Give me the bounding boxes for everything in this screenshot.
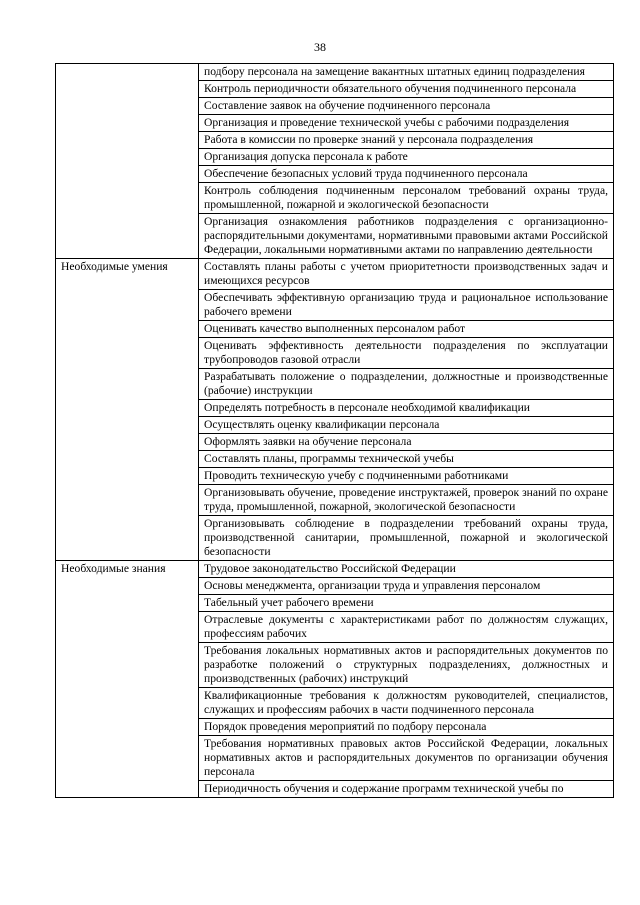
page-number: 38 xyxy=(314,40,326,54)
requirement-item: Составлять планы работы с учетом приоритетности производственных задач и имеющихся ресурсов xyxy=(199,259,614,290)
requirement-item: Составление заявок на обучение подчиненного персонала xyxy=(199,98,614,115)
requirement-item: Оформлять заявки на обучение персонала xyxy=(199,434,614,451)
requirement-item: Организация допуска персонала к работе xyxy=(199,149,614,166)
requirement-item: Организовывать соблюдение в подразделении требований охраны труда, производственной санитарии, промышленной, пожарной и экологической безопасности xyxy=(199,516,614,561)
requirement-item: Отраслевые документы с характеристиками работ по должностям служащих, профессиям рабочих xyxy=(199,612,614,643)
requirement-item: Контроль соблюдения подчиненным персоналом требований охраны труда, промышленной, пожарной и экологической безопасности xyxy=(199,183,614,214)
requirement-item: Обеспечение безопасных условий труда подчиненного персонала xyxy=(199,166,614,183)
requirement-item: Проводить техническую учебу с подчиненными работниками xyxy=(199,468,614,485)
requirement-item: Контроль периодичности обязательного обучения подчиненного персонала xyxy=(199,81,614,98)
section-label xyxy=(56,64,199,259)
requirement-item: Требования нормативных правовых актов Российской Федерации, локальных нормативных актов и распорядительных документов по организации обучения персонала xyxy=(199,736,614,781)
section-label: Необходимые умения xyxy=(56,259,199,561)
requirement-item: Табельный учет рабочего времени xyxy=(199,595,614,612)
requirement-item: Работа в комиссии по проверке знаний у персонала подразделения xyxy=(199,132,614,149)
requirement-item: Квалификационные требования к должностям руководителей, специалистов, служащих и профессиям рабочих в части подчиненного персонала xyxy=(199,688,614,719)
table-row xyxy=(56,259,614,290)
table-row xyxy=(56,64,614,81)
requirement-item: Оценивать качество выполненных персоналом работ xyxy=(199,321,614,338)
table-row xyxy=(56,561,614,578)
requirement-item: Разрабатывать положение о подразделении, должностные и производственные (рабочие) инструкции xyxy=(199,369,614,400)
requirement-item: Осуществлять оценку квалификации персонала xyxy=(199,417,614,434)
requirement-item: Организация ознакомления работников подразделения с организационно-распорядительными документами, нормативными правовыми актами Российской Федерации, локальными нормативными актами по направлению деятельности xyxy=(199,214,614,259)
requirement-item: Оценивать эффективность деятельности подразделения по эксплуатации трубопроводов газовой отрасли xyxy=(199,338,614,369)
requirement-item: Периодичность обучения и содержание программ технической учебы по xyxy=(199,781,614,798)
requirement-item: Основы менеджмента, организации труда и управления персоналом xyxy=(199,578,614,595)
requirement-item: Порядок проведения мероприятий по подбору персонала xyxy=(199,719,614,736)
requirement-item: Составлять планы, программы технической учебы xyxy=(199,451,614,468)
requirements-table xyxy=(55,63,614,798)
requirement-item: Обеспечивать эффективную организацию труда и рациональное использование рабочего времени xyxy=(199,290,614,321)
requirement-item: Трудовое законодательство Российской Федерации xyxy=(199,561,614,578)
requirement-item: подбору персонала на замещение вакантных штатных единиц подразделения xyxy=(199,64,614,81)
section-label: Необходимые знания xyxy=(56,561,199,798)
requirement-item: Определять потребность в персонале необходимой квалификации xyxy=(199,400,614,417)
requirement-item: Организация и проведение технической учебы с рабочими подразделения xyxy=(199,115,614,132)
requirement-item: Организовывать обучение, проведение инструктажей, проверок знаний по охране труда, промышленной, пожарной, экологической безопасности xyxy=(199,485,614,516)
requirement-item: Требования локальных нормативных актов и распорядительных документов по разработке положений о структурных подразделениях, должностных и производственных (рабочих) инструкций xyxy=(199,643,614,688)
